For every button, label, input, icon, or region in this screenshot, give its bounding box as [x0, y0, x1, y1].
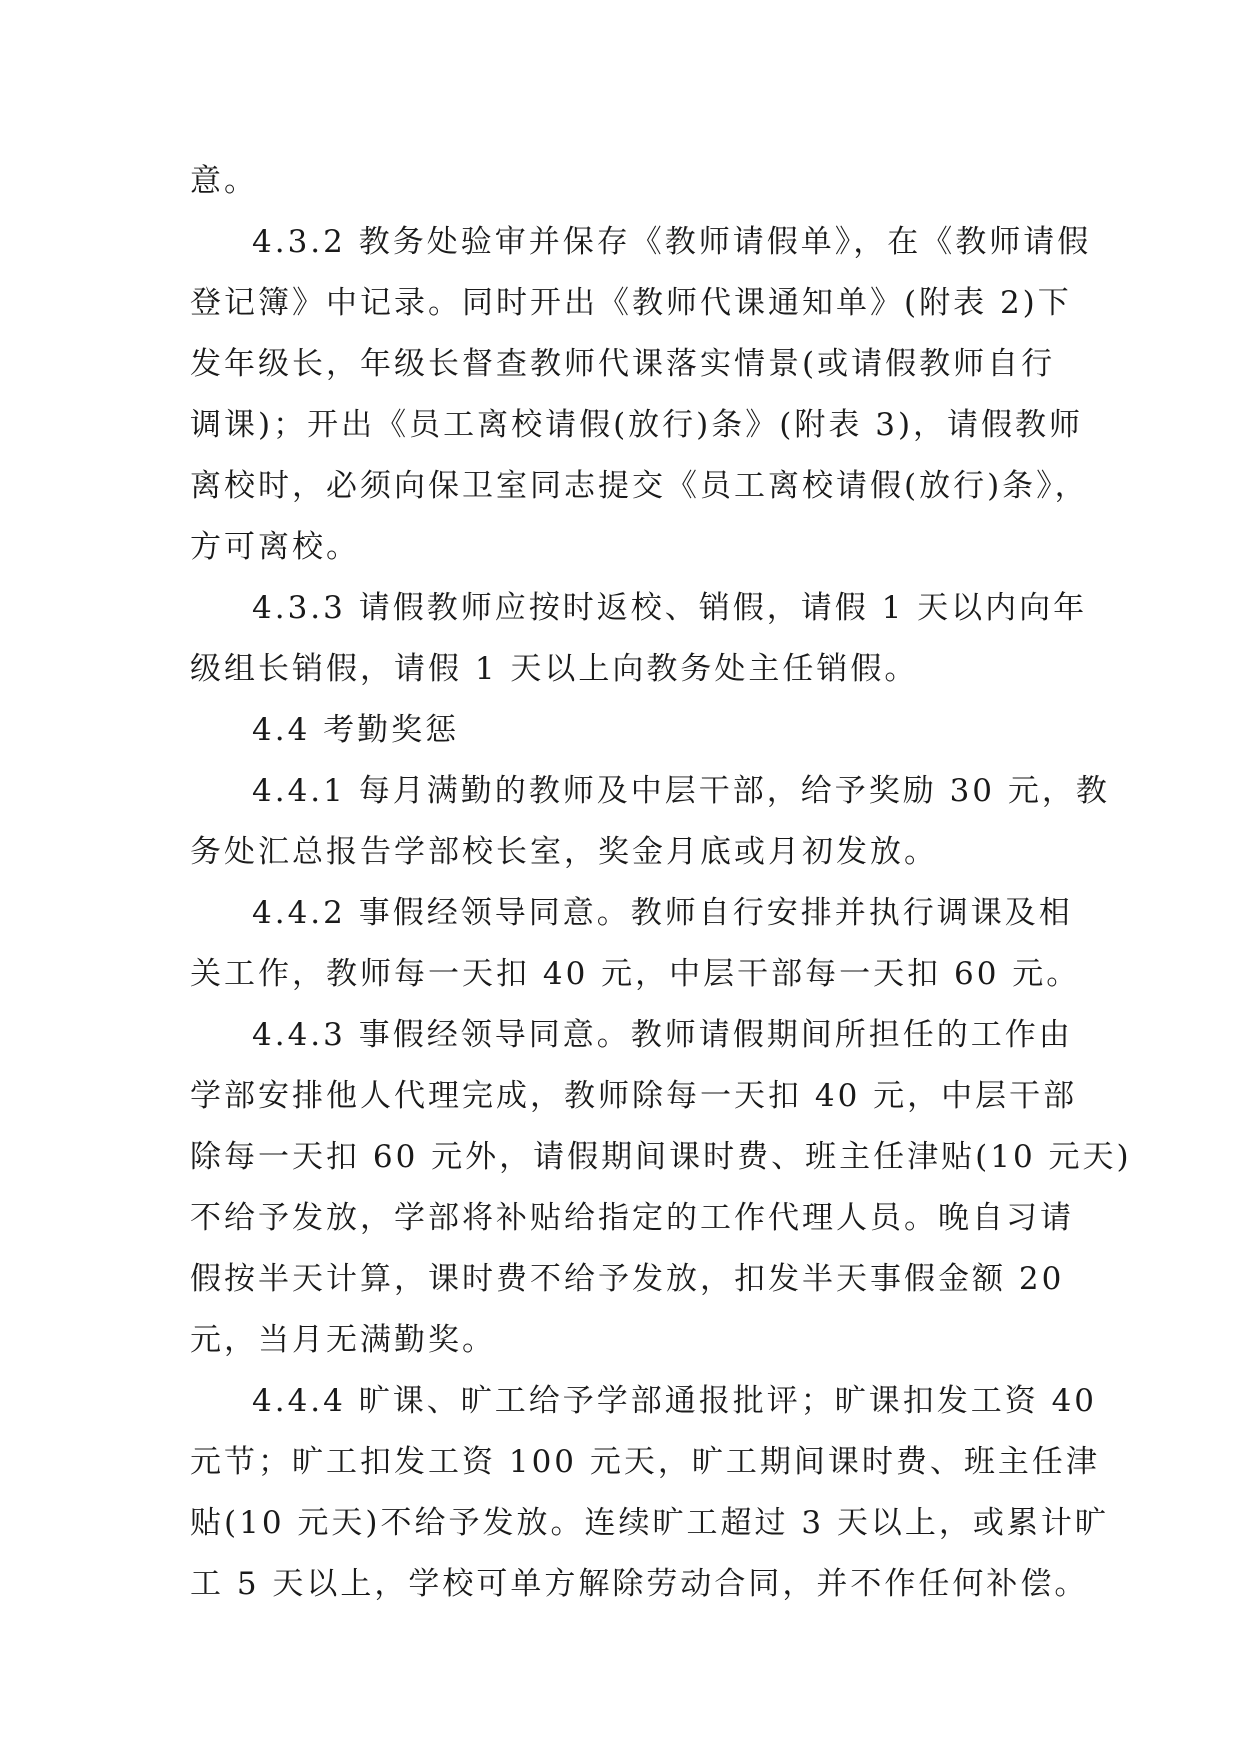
text-line: 学部安排他人代理完成，教师除每一天扣 40 元，中层干部 [190, 1078, 1078, 1114]
section-heading-4-4: 4.4 考勤奖惩 [252, 712, 460, 748]
text-line: 务处汇总报告学部校长室，奖金月底或月初发放。 [190, 834, 938, 870]
text-line: 不给予发放，学部将补贴给指定的工作代理人员。晚自习请 [190, 1200, 1074, 1236]
text-line: 工 5 天以上，学校可单方解除劳动合同，并不作任何补偿。 [190, 1566, 1089, 1602]
text-line: 方可离校。 [190, 529, 360, 565]
text-line: 关工作，教师每一天扣 40 元，中层干部每一天扣 60 元。 [190, 956, 1081, 992]
paragraph-4-4-4: 4.4.4 旷课、旷工给予学部通报批评；旷课扣发工资 40 [252, 1383, 1098, 1419]
text-line: 元节；旷工扣发工资 100 元天，旷工期间课时费、班主任津 [190, 1444, 1100, 1480]
text-line: 调课)；开出《员工离校请假(放行)条》(附表 3)，请假教师 [190, 407, 1084, 443]
paragraph-4-4-2: 4.4.2 事假经领导同意。教师自行安排并执行调课及相 [252, 895, 1073, 931]
text-line: 贴(10 元天)不给予发放。连续旷工超过 3 天以上，或累计旷 [190, 1505, 1109, 1541]
text-line: 发年级长，年级长督查教师代课落实情景(或请假教师自行 [190, 346, 1056, 382]
text-line: 除每一天扣 60 元外，请假期间课时费、班主任津贴(10 元天) [190, 1139, 1132, 1175]
text-line: 离校时，必须向保卫室同志提交《员工离校请假(放行)条》， [190, 468, 1089, 504]
text-line: 级组长销假，请假 1 天以上向教务处主任销假。 [190, 651, 919, 687]
paragraph-4-3-3: 4.3.3 请假教师应按时返校、销假，请假 1 天以内向年 [252, 590, 1088, 626]
text-line: 元，当月无满勤奖。 [190, 1322, 496, 1358]
paragraph-4-3-2: 4.3.2 教务处验审并保存《教师请假单》，在《教师请假 [252, 224, 1092, 260]
text-line: 假按半天计算，课时费不给予发放，扣发半天事假金额 20 [190, 1261, 1065, 1297]
paragraph-4-4-1: 4.4.1 每月满勤的教师及中层干部，给予奖励 30 元，教 [252, 773, 1110, 809]
paragraph-4-4-3: 4.4.3 事假经领导同意。教师请假期间所担任的工作由 [252, 1017, 1073, 1053]
text-line: 意。 [190, 163, 258, 199]
text-line: 登记簿》中记录。同时开出《教师代课通知单》(附表 2)下 [190, 285, 1072, 321]
